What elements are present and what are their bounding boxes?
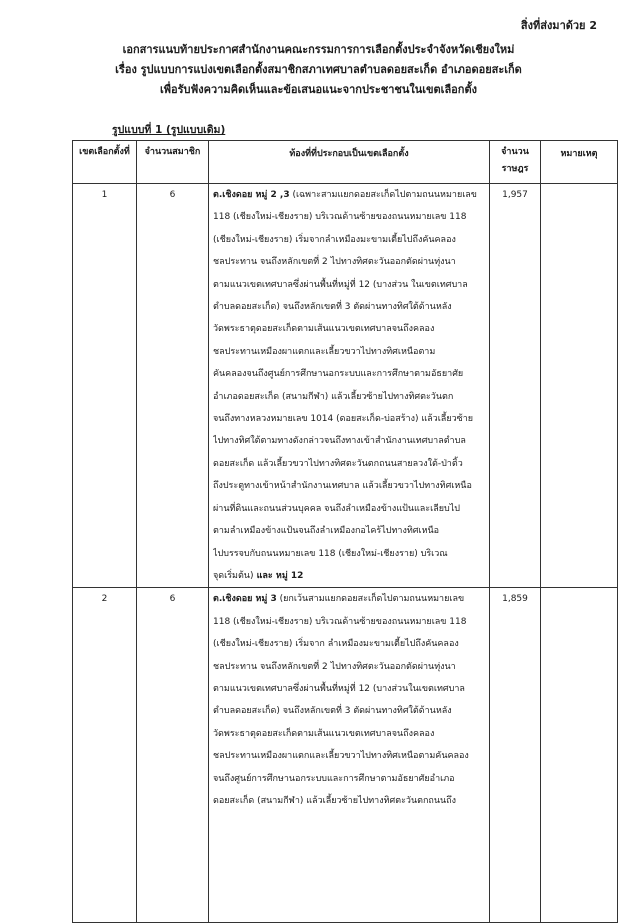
area-line [213,700,485,722]
area-text: ถึงประตูทางเข้าหน้าสำนักงานเทศบาล แล้วเลี้ยวขวาไปทางทิศเหนือ [213,481,472,492]
cell-population: 1,957 [490,184,541,588]
area-line [213,296,485,318]
area-line [213,184,485,206]
area-text: ดอยสะเก็ด แล้วเลี้ยวขวาไปทางทิศตะวันตกถนนสายลวงใต้-ป่าติ้ว [213,458,463,469]
area-line [213,611,485,633]
area-text: ตามแนวเขตเทศบาลซึ่งผ่านพื้นที่หมู่ที่ 12 (บางส่วนในเขตเทศบาล [213,683,465,694]
area-line [213,633,485,655]
header-district: เขตเลือกตั้งที่ [73,141,137,184]
area-lead: ต.เชิงดอย หมู่ 2 ,3 [213,190,290,200]
area-line [213,498,485,520]
header-members: จำนวนสมาชิก [137,141,209,184]
cell-members: 6 [137,184,209,588]
area-line [213,453,485,475]
area-text: อำเภอดอยสะเก็ด (สนามกีฬา) แล้วเลี้ยวซ้ายไปทางทิศตะวันตก [213,391,454,402]
area-line [213,341,485,363]
form-label: รูปแบบที่ 1 (รูปแบบเดิม) [112,124,226,136]
heading-line-3: เพื่อรับฟังความคิดเห็นและข้อเสนอแนะจากประชาชนในเขตเลือกตั้ง [160,83,477,96]
area-line [213,723,485,745]
area-text: (เชียงใหม่-เชียงราย) เริ่มจาก ลำเหมืองมะขามเตี้ยไปถึงคันคลอง [213,639,459,650]
header-area: ท้องที่ที่ประกอบเป็นเขตเลือกตั้ง [209,141,490,184]
area-text: ดอยสะเก็ด (สนามกีฬา) แล้วเลี้ยวซ้ายไปทางทิศตะวันตกถนนถึง [213,795,457,806]
table-row [73,184,618,588]
cell-population: 1,859 [490,588,541,923]
area-line [213,656,485,678]
area-line [213,229,485,251]
district-table [72,140,618,923]
area-text: ไปบรรจบกับถนนหมายเลข 118 (เชียงใหม่-เชียงราย) บริเวณ [213,548,448,559]
area-text: ไปทางทิศใต้ตามทางดังกล่าวจนถึงทางเข้าสำนักงานเทศบาลตำบล [213,436,466,447]
document-heading [60,40,577,100]
heading-line-1: เอกสารแนบท้ายประกาศสำนักงานคณะกรรมการการเลือกตั้งประจำจังหวัดเชียงใหม่ [122,43,515,56]
area-line [213,475,485,497]
area-line [213,363,485,385]
area-text: 118 (เชียงใหม่-เชียงราย) บริเวณด้านซ้ายของถนนหมายเลข 118 [213,616,467,627]
cell-remarks [541,184,618,588]
area-text: (เฉพาะสามแยกดอยสะเก็ดไปตามถนนหมายเลข [289,190,477,200]
area-tail: และ หมู่ 12 [253,570,304,581]
area-text: จนถึงศูนย์การศึกษานอกระบบและการศึกษาตามอัธยาศัยอำเภอ [213,773,455,784]
heading-line-2: เรื่อง รูปแบบการแบ่งเขตเลือกตั้งสมาชิกสภาเทศบาลตำบลดอยสะเก็ด อำเภอดอยสะเก็ด [115,63,522,76]
area-line [213,768,485,790]
area-text: ตำบลดอยสะเก็ด) จนถึงหลักเขตที่ 3 ตัดผ่านทางทิศใต้ด้านหลัง [213,302,452,313]
area-text: 118 (เชียงใหม่-เชียงราย) บริเวณด้านซ้ายของถนนหมายเลข 118 [213,212,467,223]
area-text: ชลประทานเหมืองผาแตกและเลี้ยวขวาไปทางทิศเหนือตามคันคลอง [213,751,469,762]
cell-members: 6 [137,588,209,923]
area-text: จุดเริ่มต้น) [213,570,254,581]
area-text: ตามลำเหมืองข้างแป้นจนถึงลำเหมืองกอไคร้ไปทางทิศเหนือ [213,526,440,537]
cell-district: 2 [73,588,137,923]
area-line [213,251,485,273]
area-line [213,408,485,430]
area-line [213,790,485,812]
table-header-row [73,141,618,184]
area-line [213,520,485,542]
area-text: ชลประทาน จนถึงหลักเขตที่ 2 ไปทางทิศตะวันออกตัดผ่านทุ่งนา [213,661,456,672]
table-row [73,588,618,923]
cell-district: 1 [73,184,137,588]
area-line [213,565,485,587]
area-line [213,386,485,408]
area-text: คันคลองจนถึงศูนย์การศึกษานอกระบบและการศึกษาตามอัธยาศัย [213,369,464,380]
area-line [213,678,485,700]
area-line [213,206,485,228]
area-text: (ยกเว้นสามแยกดอยสะเก็ดไปตามถนนหมายเลข [276,594,465,605]
area-line [213,745,485,767]
header-remarks: หมายเหตุ [541,141,618,184]
area-line [213,430,485,452]
header-population: จำนวนราษฎร [490,141,541,184]
area-line [213,543,485,565]
area-text: ตำบลดอยสะเก็ด) จนถึงหลักเขตที่ 3 ตัดผ่านทางทิศใต้ด้านหลัง [213,706,452,717]
area-line [213,274,485,296]
cell-area [209,588,490,923]
area-text: (เชียงใหม่-เชียงราย) เริ่มจากลำเหมืองมะขามเตี้ยไปถึงคันคลอง [213,234,456,245]
area-line [213,318,485,340]
area-text: ชลประทานเหมืองผาแตกและเลี้ยวขวาไปทางทิศเหนือตาม [213,346,436,357]
area-text: ชลประทาน จนถึงหลักเขตที่ 2 ไปทางทิศตะวันออกตัดผ่านทุ่งนา [213,257,456,268]
cell-remarks [541,588,618,923]
area-text: วัดพระธาตุดอยสะเก็ดตามเส้นแนวเขตเทศบาลจนถึงคลอง [213,728,435,739]
area-lead: ต.เชิงดอย หมู่ 3 [213,594,277,605]
area-text: วัดพระธาตุดอยสะเก็ดตามเส้นแนวเขตเทศบาลจนถึงคลอง [213,324,435,335]
area-text: ผ่านที่ดินและถนนส่วนบุคคล จนถึงลำเหมืองข้างแป้นและเลียบไป [213,503,460,514]
area-text: ตามแนวเขตเทศบาลซึ่งผ่านพื้นที่หมู่ที่ 12 (บางส่วน ในเขตเทศบาล [213,279,468,290]
attachment-label: สิ่งที่ส่งมาด้วย 2 [520,19,597,32]
cell-area [209,184,490,588]
area-line [213,588,485,610]
area-text: จนถึงทางหลวงหมายเลข 1014 (ดอยสะเก็ด-บ่อสร้าง) แล้วเลี้ยวซ้าย [213,414,474,425]
